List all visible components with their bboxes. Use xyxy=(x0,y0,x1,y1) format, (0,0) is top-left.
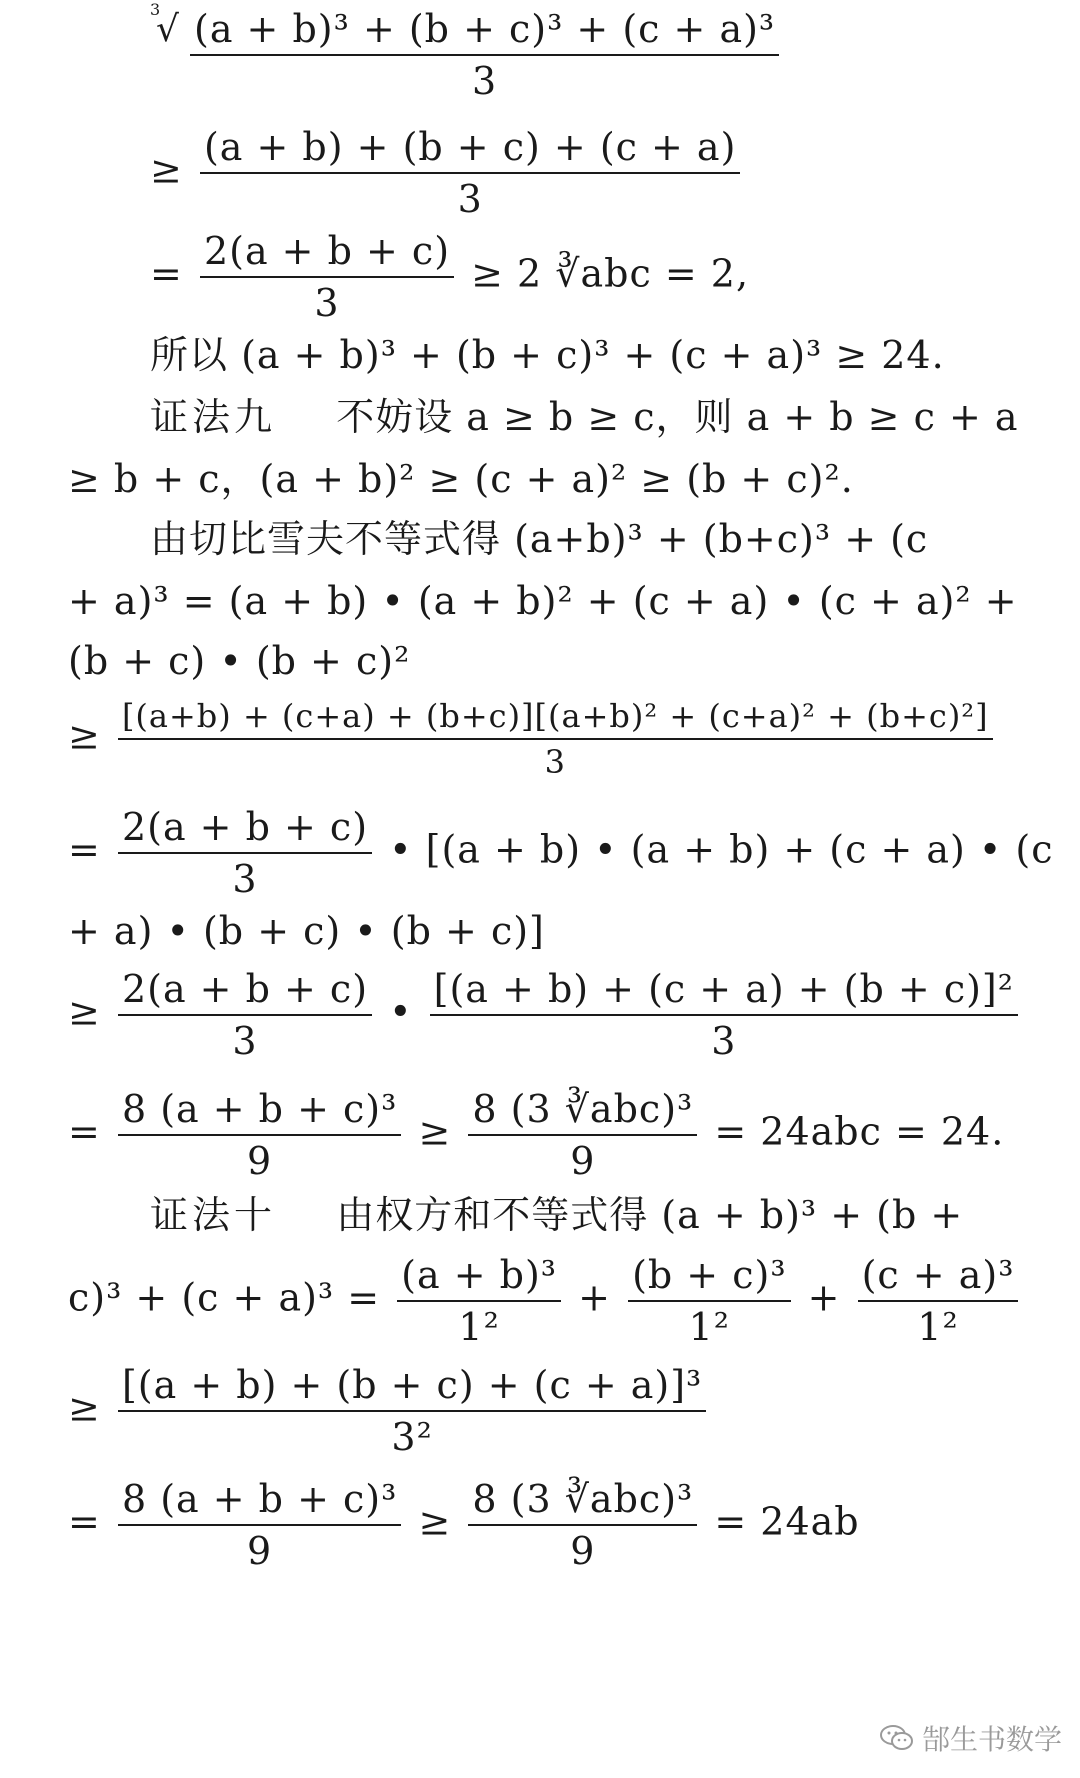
fraction xyxy=(118,805,372,901)
eq-line-14 xyxy=(68,1087,1005,1183)
fraction xyxy=(118,1363,706,1459)
numerator: [(a + b) + (b + c) + (c + a)]³ xyxy=(118,1366,706,1412)
denominator: 3 xyxy=(471,59,498,103)
eq-line-3 xyxy=(150,229,750,325)
denominator: 1² xyxy=(688,1305,731,1349)
eq-tail: = 24abc = 24. xyxy=(714,1109,1005,1154)
numerator: (c + a)³ xyxy=(858,1256,1019,1302)
ge-sign: ≥ xyxy=(418,1109,452,1154)
plus-sign: + xyxy=(578,1275,611,1320)
fraction xyxy=(118,1477,401,1573)
eq-tail: • [(a + b) • (a + b) + (c + a) • (c xyxy=(389,827,1054,872)
denominator: 9 xyxy=(247,1139,273,1183)
text-line-5 xyxy=(150,395,1019,439)
fraction xyxy=(628,1253,791,1349)
section-heading: 证法九 xyxy=(150,395,277,439)
fraction xyxy=(118,1087,401,1183)
paragraph-text: ≥ b + c，(a + b)² ≥ (c + a)² ≥ (b + c)². xyxy=(68,457,854,501)
ge-sign: ≥ xyxy=(68,713,101,758)
fraction xyxy=(118,967,372,1063)
fraction xyxy=(468,1087,697,1183)
eq-line-1 xyxy=(150,0,783,103)
ge-sign: ≥ xyxy=(418,1499,452,1544)
ge-sign: ≥ xyxy=(150,147,183,192)
eq-line-18 xyxy=(68,1477,860,1573)
denominator: 1² xyxy=(458,1305,500,1349)
denominator: 9 xyxy=(247,1529,273,1573)
section-heading: 证法十 xyxy=(150,1193,277,1237)
paragraph-text: + a) • (b + c) • (b + c)] xyxy=(68,909,545,953)
denominator: 3 xyxy=(711,1019,737,1063)
eq-line-17 xyxy=(68,1363,710,1459)
numerator: (a + b)³ xyxy=(397,1256,561,1302)
eq-line-13 xyxy=(68,967,1022,1063)
eq-line-10 xyxy=(68,697,997,781)
fraction xyxy=(190,7,779,103)
numerator: 8 (3 ∛abc)³ xyxy=(468,1090,697,1136)
numerator: 2(a + b + c) xyxy=(200,232,454,278)
eq-line-2 xyxy=(150,125,744,221)
plus-sign: + xyxy=(807,1275,841,1320)
cube-root: 3 √ $\frac{\text{(a + b)³ + (b + c)³ + (c + a)³}}{3}$ xyxy=(150,10,783,100)
fraction xyxy=(118,697,993,781)
text-line-9 xyxy=(68,639,411,683)
denominator: 3 xyxy=(457,177,483,221)
eq-sign: = xyxy=(150,251,183,296)
denominator: 3 xyxy=(314,281,340,325)
denominator: 3 xyxy=(544,743,566,781)
eq-sign: = xyxy=(68,1499,101,1544)
paragraph-text: 由权方和不等式得 (a + b)³ + (b + xyxy=(336,1193,964,1237)
fraction xyxy=(468,1477,697,1573)
paragraph-text: 所以 (a + b)³ + (b + c)³ + (c + a)³ ≥ 24. xyxy=(150,333,945,377)
text-line-15 xyxy=(150,1193,964,1237)
watermark xyxy=(880,1718,1062,1758)
numerator: (b + c)³ xyxy=(628,1256,791,1302)
denominator: 9 xyxy=(570,1139,596,1183)
numerator: [(a+b) + (c+a) + (b+c)][(a+b)² + (c+a)² + (b+c)²] xyxy=(118,700,993,740)
fraction xyxy=(430,967,1018,1063)
dot-sign: • xyxy=(389,989,413,1034)
numerator: 8 (a + b + c)³ xyxy=(118,1090,401,1136)
text-line-6 xyxy=(68,457,854,501)
ge-sign: ≥ xyxy=(68,989,101,1034)
text-line-4 xyxy=(150,333,945,377)
numerator: [(a + b) + (c + a) + (b + c)]² xyxy=(430,970,1018,1016)
eq-tail: ≥ 2 ∛abc = 2, xyxy=(471,251,750,296)
eq-line-11 xyxy=(68,805,1054,901)
numerator: 8 (3 ∛abc)³ xyxy=(468,1480,697,1526)
eq-tail: = 24ab xyxy=(714,1499,860,1544)
numerator: (a + b)³ + (b + c)³ + (c + a)³ xyxy=(190,10,779,56)
text-line-8 xyxy=(68,579,1018,623)
fraction xyxy=(200,229,454,325)
numerator: (a + b) + (b + c) + (c + a) xyxy=(200,128,740,174)
fraction xyxy=(397,1253,561,1349)
fraction xyxy=(200,125,740,221)
denominator: 1² xyxy=(917,1305,959,1349)
eq-sign: = xyxy=(68,827,101,872)
eq-line-16 xyxy=(68,1253,1022,1349)
numerator: 8 (a + b + c)³ xyxy=(118,1480,401,1526)
text-line-12 xyxy=(68,909,545,953)
paragraph-text: 由切比雪夫不等式得 (a+b)³ + (b+c)³ + (c xyxy=(150,517,929,561)
denominator: 3 xyxy=(232,1019,258,1063)
eq-sign: = xyxy=(68,1109,101,1154)
denominator: 3² xyxy=(391,1415,433,1459)
text-line-7 xyxy=(150,517,929,561)
eq-head: c)³ + (c + a)³ = xyxy=(68,1275,381,1320)
ge-sign: ≥ xyxy=(68,1385,101,1430)
numerator: 2(a + b + c) xyxy=(118,970,372,1016)
paragraph-text: 不妨设 a ≥ b ≥ c，则 a + b ≥ c + a xyxy=(336,395,1019,439)
watermark-text: 郜生书数学 xyxy=(921,1723,1062,1756)
wechat-icon xyxy=(880,1724,914,1752)
numerator: 2(a + b + c) xyxy=(118,808,372,854)
paragraph-text: + a)³ = (a + b) • (a + b)² + (c + a) • (c + a)² + xyxy=(68,579,1018,623)
denominator: 9 xyxy=(570,1529,596,1573)
paragraph-text: (b + c) • (b + c)² xyxy=(68,639,411,683)
fraction xyxy=(858,1253,1019,1349)
denominator: 3 xyxy=(232,857,258,901)
